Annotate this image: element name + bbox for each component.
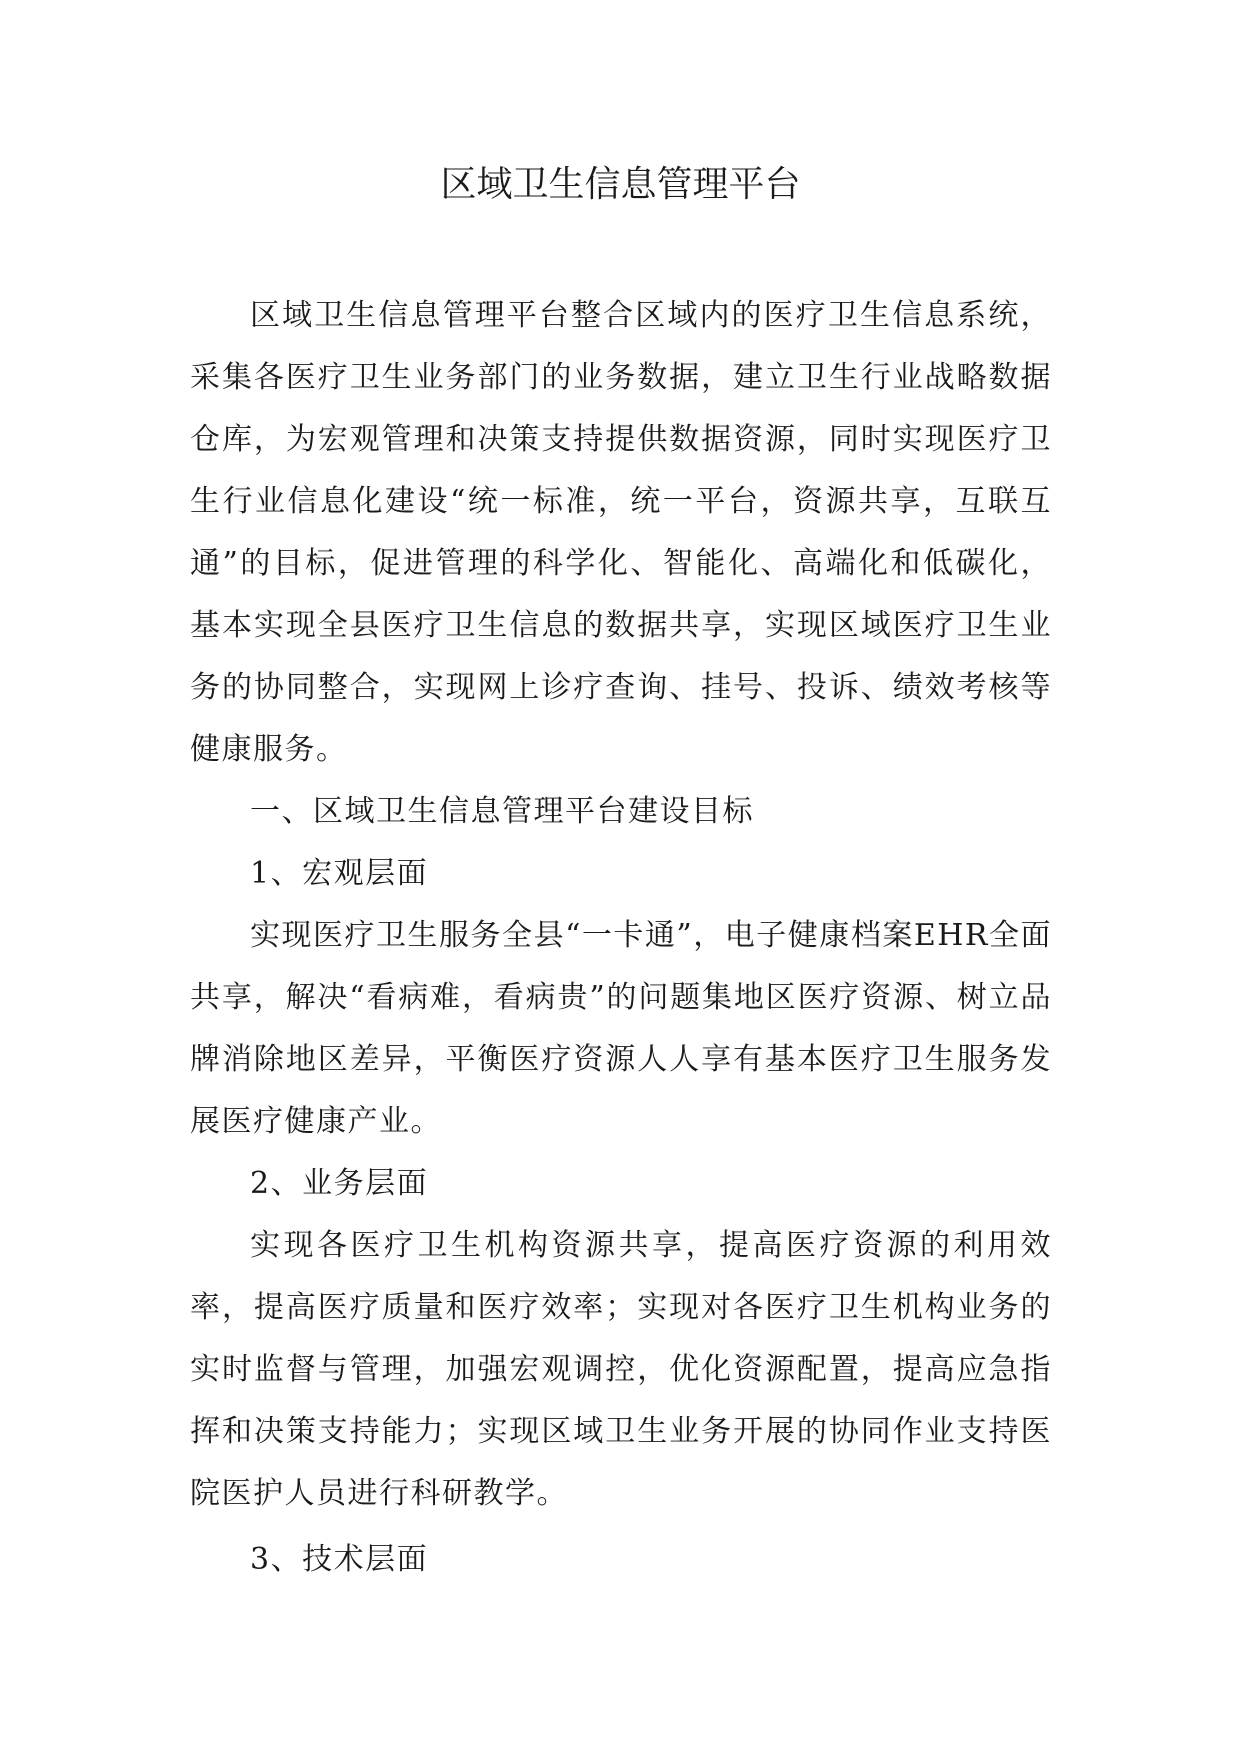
subsection-heading-macro: 1、宏观层面 [250, 856, 429, 891]
section-heading-goals: 一、区域卫生信息管理平台建设目标 [250, 794, 754, 829]
document-title: 区域卫生信息管理平台 [440, 164, 801, 205]
subsection-heading-business: 2、业务层面 [250, 1166, 429, 1201]
subsection-heading-technical: 3、技术层面 [250, 1542, 429, 1577]
intro-paragraph: 区域卫生信息管理平台整合区域内的医疗卫生信息系统，采集各医疗卫生业务部门的业务数据，建立卫生行业战略数据仓库，为宏观管理和决策支持提供数据资源，同时实现医疗卫生行业信息化建设“统一标准，统一平台，资源共享，互联互通”的目标，促进管理的科学化、智能化、高端化和低碳化，基本实现全县医疗卫生信息的数据共享，实现区域医疗卫生业务的协同整合，实现网上诊疗查询、挂号、投诉、绩效考核等健康服务。 [190, 298, 1052, 767]
document-body [190, 285, 1052, 1591]
subsection-text-macro: 实现医疗卫生服务全县“一卡通”，电子健康档案EHR全面共享，解决“看病难，看病贵”的问题集地区医疗资源、树立品牌消除地区差异，平衡医疗资源人人享有基本医疗卫生服务发展医疗健康产业。 [190, 918, 1052, 1139]
subsection-text-business: 实现各医疗卫生机构资源共享，提高医疗资源的利用效率，提高医疗质量和医疗效率；实现对各医疗卫生机构业务的实时监督与管理，加强宏观调控，优化资源配置，提高应急指挥和决策支持能力；实现区域卫生业务开展的协同作业支持医院医护人员进行科研教学。 [190, 1228, 1052, 1511]
